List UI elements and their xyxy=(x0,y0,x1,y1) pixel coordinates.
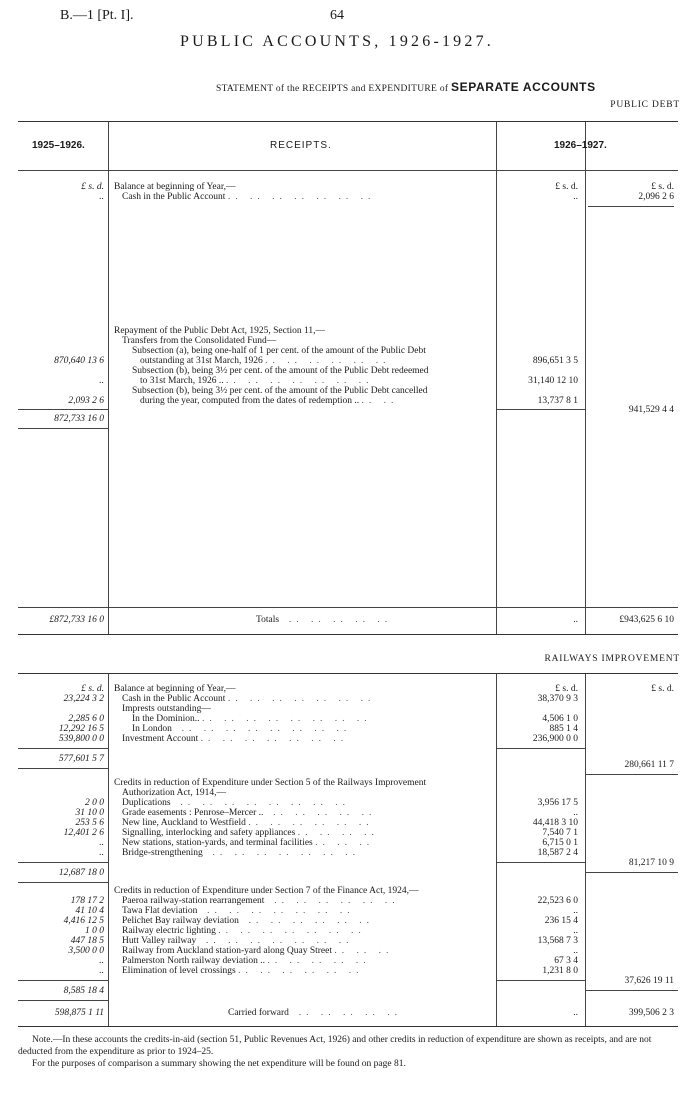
ri-paeroa-mid: 22,523 6 0 xyxy=(537,896,578,906)
ri-elim-label: Elimination of level crossings .. .. .. .. .. .. xyxy=(122,966,364,976)
col-head-receipts: RECEIPTS. xyxy=(270,140,332,151)
ri-electric-label: Railway electric lighting .. .. .. .. .. .. .. xyxy=(122,926,366,936)
pd-totals-right: £943,625 6 10 xyxy=(619,615,674,625)
ri-grade-mid: .. xyxy=(573,808,578,818)
pd-transfers-label: Transfers from the Consolidated Fund— xyxy=(122,336,277,346)
ri-dom-left: 2,285 6 0 xyxy=(68,714,104,724)
ri-lsd-right: £ s. d. xyxy=(651,684,674,694)
ri-elim-left: .. xyxy=(99,966,104,976)
pd-totals-mid: .. xyxy=(573,615,578,625)
col-head-1925: 1925–1926. xyxy=(32,140,85,151)
ri-quay-left: 3,500 0 0 xyxy=(68,946,104,956)
pd-sa-line1: Subsection (a), being one-half of 1 per cent. of the amount of the Public Debt xyxy=(132,346,426,356)
pd-totals-label: Totals .. .. .. .. .. xyxy=(256,615,393,625)
pd-sb-line1: Subsection (b), being 3½ per cent. of the amount of the Public Debt redeemed xyxy=(132,366,429,376)
ri-inv-left: 539,800 0 0 xyxy=(58,734,104,744)
lsd-right: £ s. d. xyxy=(651,182,674,192)
statement-bold: SEPARATE ACCOUNTS xyxy=(451,80,596,94)
col-head-1926: 1926–1927. xyxy=(554,140,607,151)
ri-signal-label: Signalling, interlocking and safety appliances .. .. .. .. xyxy=(122,828,379,838)
ri-palm-left: .. xyxy=(99,956,104,966)
ri-stations-label: New stations, station-yards, and terminal facilities .. .. .. xyxy=(122,838,375,848)
ri-dup-mid: 3,956 17 5 xyxy=(537,798,578,808)
ri-tawa-mid: .. xyxy=(573,906,578,916)
ri-cash-label: Cash in the Public Account .. .. .. .. .. .. .. xyxy=(122,694,376,704)
section-public-debt: PUBLIC DEBT xyxy=(610,100,680,110)
pd-b-left: .. xyxy=(99,376,104,386)
ri-cr2-label: Credits in reduction of Expenditure under Section 7 of the Finance Act, 1924,— xyxy=(114,886,419,896)
ri-sub2-left: 12,687 18 0 xyxy=(58,868,104,878)
ri-newline-mid: 44,418 3 10 xyxy=(532,818,578,828)
footnote-2: For the purposes of comparison a summary showing the net expenditure will be found on page 81. xyxy=(32,1059,406,1069)
lsd-mid: £ s. d. xyxy=(555,182,578,192)
ri-balance-label: Balance at beginning of Year,— xyxy=(114,684,236,694)
ri-sub3-left: 8,585 18 4 xyxy=(63,986,104,996)
ri-sub3-right: 37,626 19 11 xyxy=(624,976,674,986)
ri-cash-left: 23,224 3 2 xyxy=(63,694,104,704)
ri-newline-left: 253 5 6 xyxy=(75,818,104,828)
ri-imprests-label: Imprests outstanding— xyxy=(122,704,211,714)
pd-c-mid: 13,737 8 1 xyxy=(537,396,578,406)
public-debt-table xyxy=(18,121,678,635)
ri-investment-label: Investment Account .. .. .. .. .. .. .. xyxy=(122,734,349,744)
lsd-left: £ s. d. xyxy=(81,182,104,192)
pd-a-left: 870,640 13 6 xyxy=(54,356,104,366)
ri-tawa-label: Tawa Flat deviation .. .. .. .. .. .. .. xyxy=(122,906,355,916)
ri-hutt-label: Hutt Valley railway .. .. .. .. .. .. .. xyxy=(122,936,354,946)
ri-lon-mid: 885 1 4 xyxy=(549,724,578,734)
ri-paeroa-left: 178 17 2 xyxy=(70,896,104,906)
ri-palm-mid: 67 3 4 xyxy=(554,956,578,966)
pd-total-left: 872,733 16 0 xyxy=(54,414,104,424)
ri-tawa-left: 41 10 4 xyxy=(75,906,104,916)
statement-prefix: STATEMENT of the RECEIPTS and EXPENDITURE of xyxy=(216,84,449,94)
ri-inv-mid: 236,900 0 0 xyxy=(532,734,578,744)
ri-london-label: In London .. .. .. .. .. .. .. .. xyxy=(132,724,352,734)
section-railways-improvement: RAILWAYS IMPROVEMENT xyxy=(544,654,680,664)
report-reference: B.—1 [Pt. I]. xyxy=(60,8,134,23)
ri-carried-mid: .. xyxy=(573,1008,578,1018)
pd-total-right: 941,529 4 4 xyxy=(628,405,674,415)
ri-stations-left: .. xyxy=(99,838,104,848)
ri-elim-mid: 1,231 8 0 xyxy=(542,966,578,976)
ri-stations-mid: 6,715 0 1 xyxy=(542,838,578,848)
ri-pelichet-label: Pelichet Bay railway deviation .. .. .. .. .. .. xyxy=(122,916,374,926)
pd-b-mid: 31,140 12 10 xyxy=(528,376,578,386)
pd-sb-line2: to 31st March, 1926 .. .. .. .. .. .. .. .. xyxy=(140,376,374,386)
pd-cash-left: .. xyxy=(99,192,104,202)
ri-quay-mid: .. xyxy=(573,946,578,956)
railways-table xyxy=(18,673,678,1027)
pd-totals-left: £872,733 16 0 xyxy=(49,615,104,625)
ri-bridge-mid: 18,587 2 4 xyxy=(537,848,578,858)
statement-heading xyxy=(216,80,596,94)
ri-pelichet-mid: 236 15 4 xyxy=(544,916,578,926)
ri-sub2-right: 81,217 10 9 xyxy=(628,858,674,868)
ri-sub1-left: 577,601 5 7 xyxy=(58,754,104,764)
pd-cash-label: Cash in the Public Account .. .. .. .. .. .. .. xyxy=(122,192,376,202)
ri-cr1-line2: Authorization Act, 1914,— xyxy=(122,788,226,798)
ri-carried-left: 598,875 1 11 xyxy=(54,1008,104,1018)
ri-cr1-line1: Credits in reduction of Expenditure under Section 5 of the Railways Improvement xyxy=(114,778,427,788)
ri-hutt-left: 447 18 5 xyxy=(70,936,104,946)
page-number: 64 xyxy=(330,8,344,23)
ri-paeroa-label: Paeroa railway-station rearrangement .. .. .. .. .. .. xyxy=(122,896,400,906)
ri-palm-label: Palmerston North railway deviation .. .. .. .. .. .. xyxy=(122,956,371,966)
ri-grade-left: 31 10 0 xyxy=(75,808,104,818)
pd-cash-mid: .. xyxy=(573,192,578,202)
ri-carried-right: 399,506 2 3 xyxy=(628,1008,674,1018)
pd-sc-line1: Subsection (b), being 3½ per cent. of the amount of the Public Debt cancelled xyxy=(132,386,428,396)
ri-sub1-right: 280,661 11 7 xyxy=(624,760,674,770)
ri-hutt-mid: 13,568 7 3 xyxy=(537,936,578,946)
pd-cash-right: 2,096 2 6 xyxy=(638,192,674,202)
pd-repay-label: Repayment of the Public Debt Act, 1925, Section 11,— xyxy=(114,326,325,336)
footnote-1: Note.—In these accounts the credits-in-aid (section 51, Public Revenues Act, 1926) and other credits in reduction of expenditure are shown as receipts, and are not deducted from the expenditure as prior to 1924–25. xyxy=(18,1035,652,1057)
ri-lon-left: 12,292 16 5 xyxy=(58,724,104,734)
ri-dominion-label: In the Dominion.. .. .. .. .. .. .. .. .. xyxy=(132,714,372,724)
ri-bridge-label: Bridge-strengthening .. .. .. .. .. .. .. xyxy=(122,848,360,858)
ri-dom-mid: 4,506 1 0 xyxy=(542,714,578,724)
ri-signal-left: 12,401 2 6 xyxy=(63,828,104,838)
pd-c-left: 2,093 2 6 xyxy=(68,396,104,406)
pd-a-mid: 896,651 3 5 xyxy=(532,356,578,366)
ri-dup-label: Duplications .. .. .. .. .. .. .. .. xyxy=(122,798,350,808)
ri-electric-left: 1 0 0 xyxy=(85,926,104,936)
pd-sc-line2: during the year, computed from the dates of redemption .. .. .. xyxy=(140,396,399,406)
ri-electric-mid: .. xyxy=(573,926,578,936)
page-title: PUBLIC ACCOUNTS, 1926-1927. xyxy=(180,33,494,50)
ri-cash-mid: 38,370 9 3 xyxy=(537,694,578,704)
ri-signal-mid: 7,540 7 1 xyxy=(542,828,578,838)
pd-sa-line2: outstanding at 31st March, 1926 .. .. .. .. .. .. xyxy=(140,356,391,366)
pd-balance-label: Balance at beginning of Year,— xyxy=(114,182,236,192)
ri-dup-left: 2 0 0 xyxy=(85,798,104,808)
ri-lsd-mid: £ s. d. xyxy=(555,684,578,694)
ri-carried-label: Carried forward .. .. .. .. .. xyxy=(228,1008,402,1018)
ri-quay-label: Railway from Auckland station-yard along Quay Street .. .. .. xyxy=(122,946,394,956)
ri-pelichet-left: 4,416 12 5 xyxy=(63,916,104,926)
ri-newline-label: New line, Auckland to Westfield .. .. .. .. .. .. xyxy=(122,818,374,828)
ri-grade-label: Grade easements : Penrose–Mercer .. .. .. .. .. .. xyxy=(122,808,377,818)
ri-lsd-left: £ s. d. xyxy=(81,684,104,694)
ri-bridge-left: .. xyxy=(99,848,104,858)
